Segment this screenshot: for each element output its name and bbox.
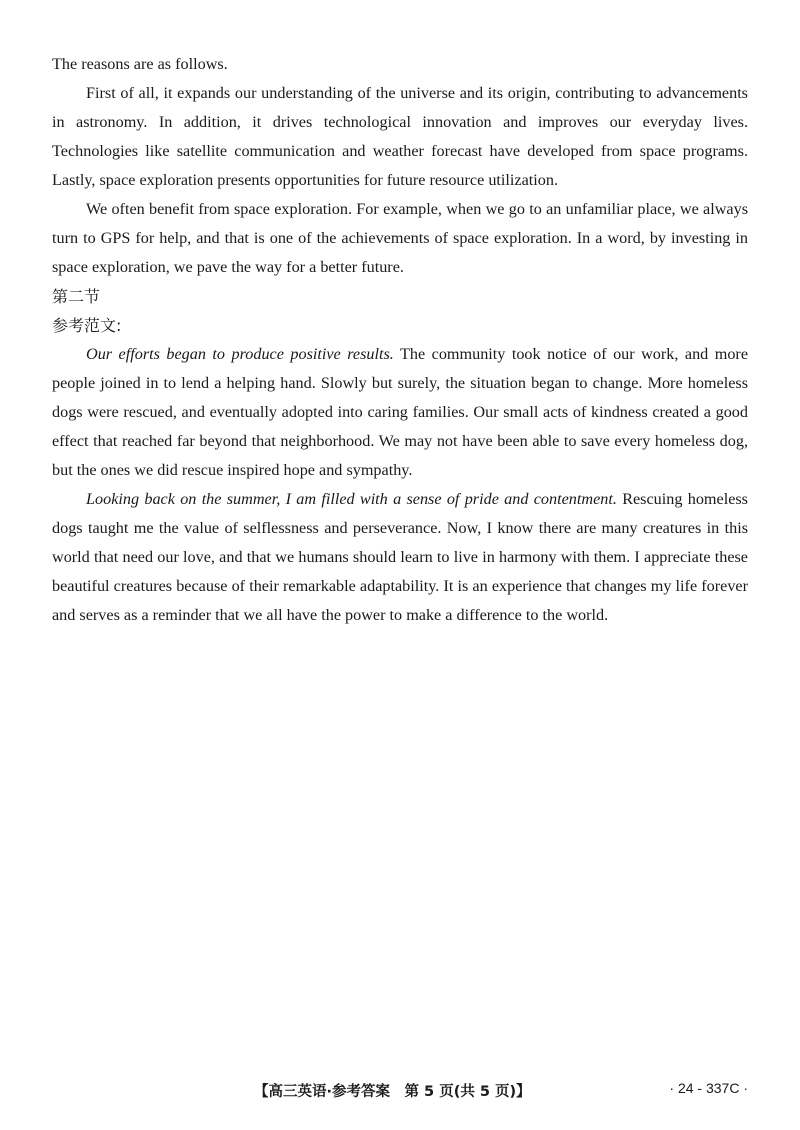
paragraph-efforts-body: The community took notice of our work, and more people joined in to lend a helping hand. Slowly but surely, the situation began to change. More homeless dogs were rescued, and eventually adopted into caring families. Our small acts of kindness created a good effect that reached far beyond that neighborhood. We may not have been able to save every homeless dog, but the ones we did rescue inspired hope and sympathy. [52,345,748,479]
paragraph-efforts [52,340,748,485]
document-body [52,50,748,630]
paragraph-summer [52,485,748,630]
footer-title: 【高三英语·参考答案 第 5 页(共 5 页)】 [254,1084,531,1100]
section-heading: 第二节 [52,287,101,306]
section-subheading: 参考范文: [52,316,122,335]
paragraph-summer-lead: Looking back on the summer, I am filled with a sense of pride and contentment. [86,490,617,508]
page-footer [0,1080,800,1104]
paragraph-benefit: We often benefit from space exploration. For example, when we go to an unfamiliar place, we always turn to GPS for help, and that is one of the achievements of space exploration. In a word, by investing in space exploration, we pave the way for a better future. [52,200,748,276]
paragraph-reasons: First of all, it expands our understanding of the universe and its origin, contributing to advancements in astronomy. In addition, it drives technological innovation and improves our everyday lives. Technologies like satellite communication and weather forecast have developed from space programs. Lastly, space exploration presents opportunities for future resource utilization. [52,84,748,189]
reasons-intro: The reasons are as follows. [52,55,228,73]
footer-code: · 24 - 337C · [669,1080,748,1096]
paragraph-efforts-lead: Our efforts began to produce positive results. [86,345,394,363]
paragraph-summer-body: Rescuing homeless dogs taught me the value of selflessness and perseverance. Now, I know there are many creatures in this world that need our love, and that we humans should learn to live in harmony with them. I appreciate these beautiful creatures because of their remarkable adaptability. It is an experience that changes my life forever and serves as a reminder that we all have the power to make a difference to the world. [52,490,748,624]
